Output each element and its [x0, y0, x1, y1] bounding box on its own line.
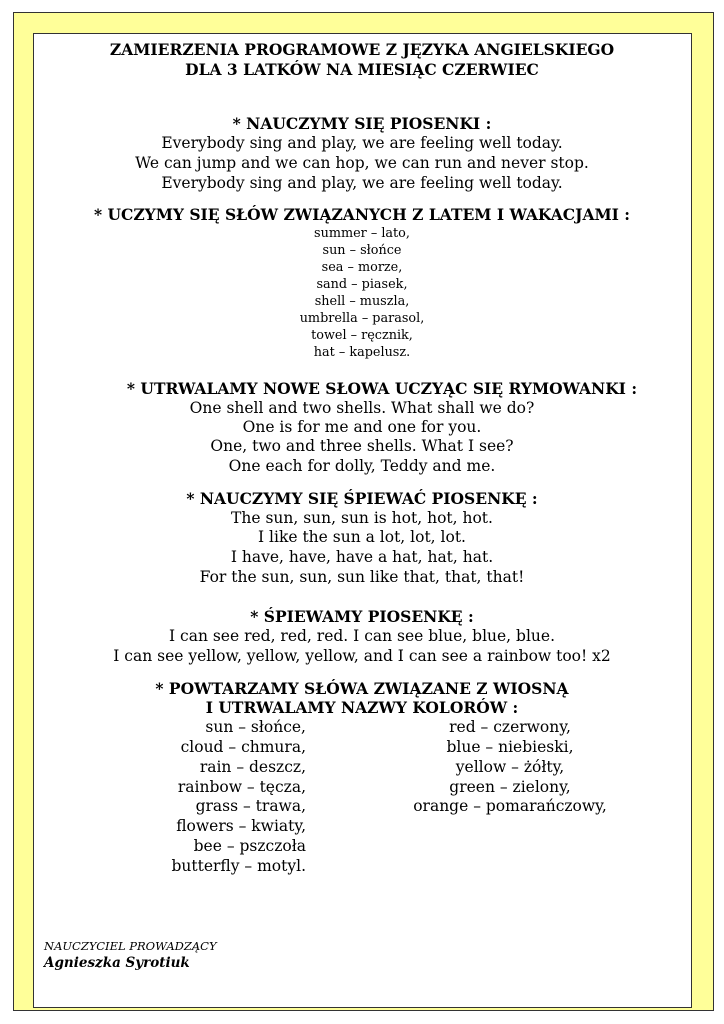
color-song-line: I can see red, red, red. I can see blue, blue, blue.: [168, 627, 556, 645]
rhyme-line: One, two and three shells. What I see?: [210, 437, 514, 455]
teacher-name: Agnieszka Syrotiuk: [44, 955, 190, 971]
vocabulary-item: summer – lato,: [314, 226, 410, 241]
color-word-item: blue – niebieski,: [446, 738, 574, 756]
rhyme-line: One shell and two shells. What shall we do?: [189, 399, 535, 417]
document-title-line-1: ZAMIERZENIA PROGRAMOWE Z JĘZYKA ANGIELSKIEGO: [109, 40, 615, 59]
song-line: We can jump and we can hop, we can run and never stop.: [135, 154, 589, 172]
section-heading-rhyme: * UTRWALAMY NOWE SŁOWA UCZYĄC SIĘ RYMOWANKI :: [126, 379, 638, 398]
color-word-item: orange – pomarańczowy,: [413, 797, 607, 815]
spring-word-item: flowers – kwiaty,: [176, 817, 306, 835]
sun-song-line: For the sun, sun, sun like that, that, that!: [199, 568, 525, 586]
vocabulary-item: hat – kapelusz.: [313, 345, 411, 360]
vocabulary-item: shell – muszla,: [314, 294, 410, 309]
section-heading-spring-words: * POWTARZAMY SŁÓWA ZWIĄZANE Z WIOSNĄ: [155, 679, 569, 698]
spring-word-item: bee – pszczoła: [193, 837, 306, 855]
color-word-item: red – czerwony,: [449, 718, 571, 736]
spring-word-item: cloud – chmura,: [180, 738, 306, 756]
teacher-label: NAUCZYCIEL PROWADZĄCY: [44, 939, 217, 953]
vocabulary-item: umbrella – parasol,: [299, 311, 425, 326]
document-title-line-2: DLA 3 LATKÓW NA MIESIĄC CZERWIEC: [185, 60, 539, 79]
vocabulary-item: sea – morze,: [321, 260, 403, 275]
spring-word-item: sun – słońce,: [205, 718, 306, 736]
sun-song-line: I like the sun a lot, lot, lot.: [258, 528, 466, 546]
vocabulary-item: sun – słońce: [322, 243, 402, 258]
section-heading-colors: I UTRWALAMY NAZWY KOLORÓW :: [205, 698, 519, 717]
section-heading-summer-words: * UCZYMY SIĘ SŁÓW ZWIĄZANYCH Z LATEM I WAKACJAMI :: [93, 205, 631, 224]
rhyme-line: One is for me and one for you.: [242, 418, 482, 436]
vocabulary-item: towel – ręcznik,: [311, 328, 413, 343]
color-word-item: yellow – żółty,: [455, 758, 565, 776]
sun-song-line: I have, have, have a hat, hat, hat.: [230, 548, 494, 566]
song-line: Everybody sing and play, we are feeling well today.: [161, 134, 563, 152]
vocabulary-item: sand – piasek,: [316, 277, 408, 292]
section-heading-sun-song: * NAUCZYMY SIĘ ŚPIEWAĆ PIOSENKĘ :: [186, 489, 538, 508]
spring-word-item: rain – deszcz,: [199, 758, 306, 776]
section-heading-song: * NAUCZYMY SIĘ PIOSENKI :: [232, 114, 492, 133]
sun-song-line: The sun, sun, sun is hot, hot, hot.: [231, 509, 493, 527]
section-heading-color-song: * ŚPIEWAMY PIOSENKĘ :: [250, 607, 474, 626]
rhyme-line: One each for dolly, Teddy and me.: [228, 457, 496, 475]
song-line: Everybody sing and play, we are feeling well today.: [161, 174, 563, 192]
spring-word-item: rainbow – tęcza,: [177, 778, 306, 796]
spring-word-item: grass – trawa,: [195, 797, 306, 815]
color-word-item: green – zielony,: [449, 778, 571, 796]
color-song-line: I can see yellow, yellow, yellow, and I can see a rainbow too! x2: [113, 647, 611, 665]
spring-word-item: butterfly – motyl.: [171, 857, 306, 875]
